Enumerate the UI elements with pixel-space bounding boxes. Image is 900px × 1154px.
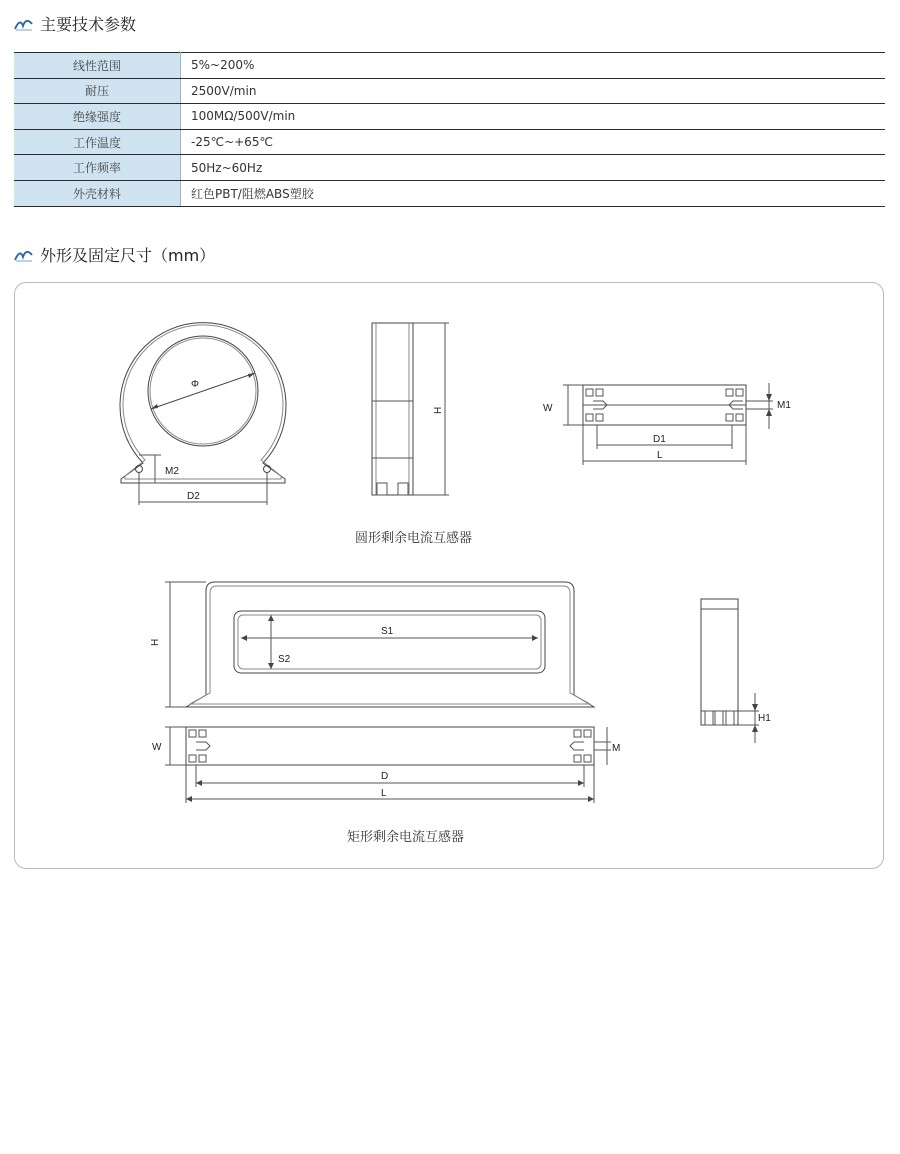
dim-w-label: W [543,403,553,414]
round-ct-top-view [543,383,791,465]
section-title-text: 主要技术参数 [40,15,137,34]
dim-d-label: D [381,771,389,782]
spec-value: 50Hz~60Hz [181,155,886,181]
table-row [14,53,885,79]
dim-d2-label: D2 [187,491,200,502]
section-title-specs [14,12,136,35]
spec-value: 红色PBT/阻燃ABS塑胶 [181,180,886,206]
round-ct-caption: 圆形剩余电流互感器 [355,531,473,546]
spec-label: 耐压 [14,78,181,104]
spec-value: -25℃~+65℃ [181,129,886,155]
spec-label: 线性范围 [14,53,181,79]
rect-ct-caption: 矩形剩余电流互感器 [347,830,465,845]
dim-l-label: L [657,450,663,461]
table-row [14,155,885,181]
dimension-diagram-panel [14,282,884,869]
company-logo-icon [14,247,34,263]
spec-label: 外壳材料 [14,180,181,206]
spec-label: 绝缘强度 [14,104,181,130]
table-row [14,180,885,206]
company-logo-icon [14,16,34,32]
table-row [14,129,885,155]
dim-s1-label: S1 [381,626,394,637]
spec-label: 工作频率 [14,155,181,181]
dim-m1-label: M1 [777,400,791,411]
round-ct-front-view [120,323,286,505]
round-ct-side-view [372,323,449,495]
dim-d1-label: D1 [653,434,666,445]
spec-label: 工作温度 [14,129,181,155]
dimension-drawings [15,283,885,870]
dim-w-label: W [152,742,162,753]
dim-h-label: H [150,638,161,646]
table-row [14,104,885,130]
dim-m2-label: M2 [165,466,179,477]
spec-value: 100MΩ/500V/min [181,104,886,130]
rect-ct-top-view [152,727,620,803]
rect-ct-side-view [701,599,771,743]
table-row [14,78,885,104]
spec-value: 2500V/min [181,78,886,104]
section-title-dimensions [14,243,215,266]
rect-ct-front-view [150,582,594,707]
dim-m-label: M [612,743,621,754]
dim-phi-label: Φ [191,379,199,390]
dim-l-label: L [381,788,387,799]
section-title-text: 外形及固定尺寸（mm） [40,246,216,265]
dim-h-label: H [433,406,444,414]
spec-table [14,52,885,207]
spec-value: 5%~200% [181,53,886,79]
dim-s2-label: S2 [278,654,291,665]
dim-h1-label: H1 [758,713,771,724]
